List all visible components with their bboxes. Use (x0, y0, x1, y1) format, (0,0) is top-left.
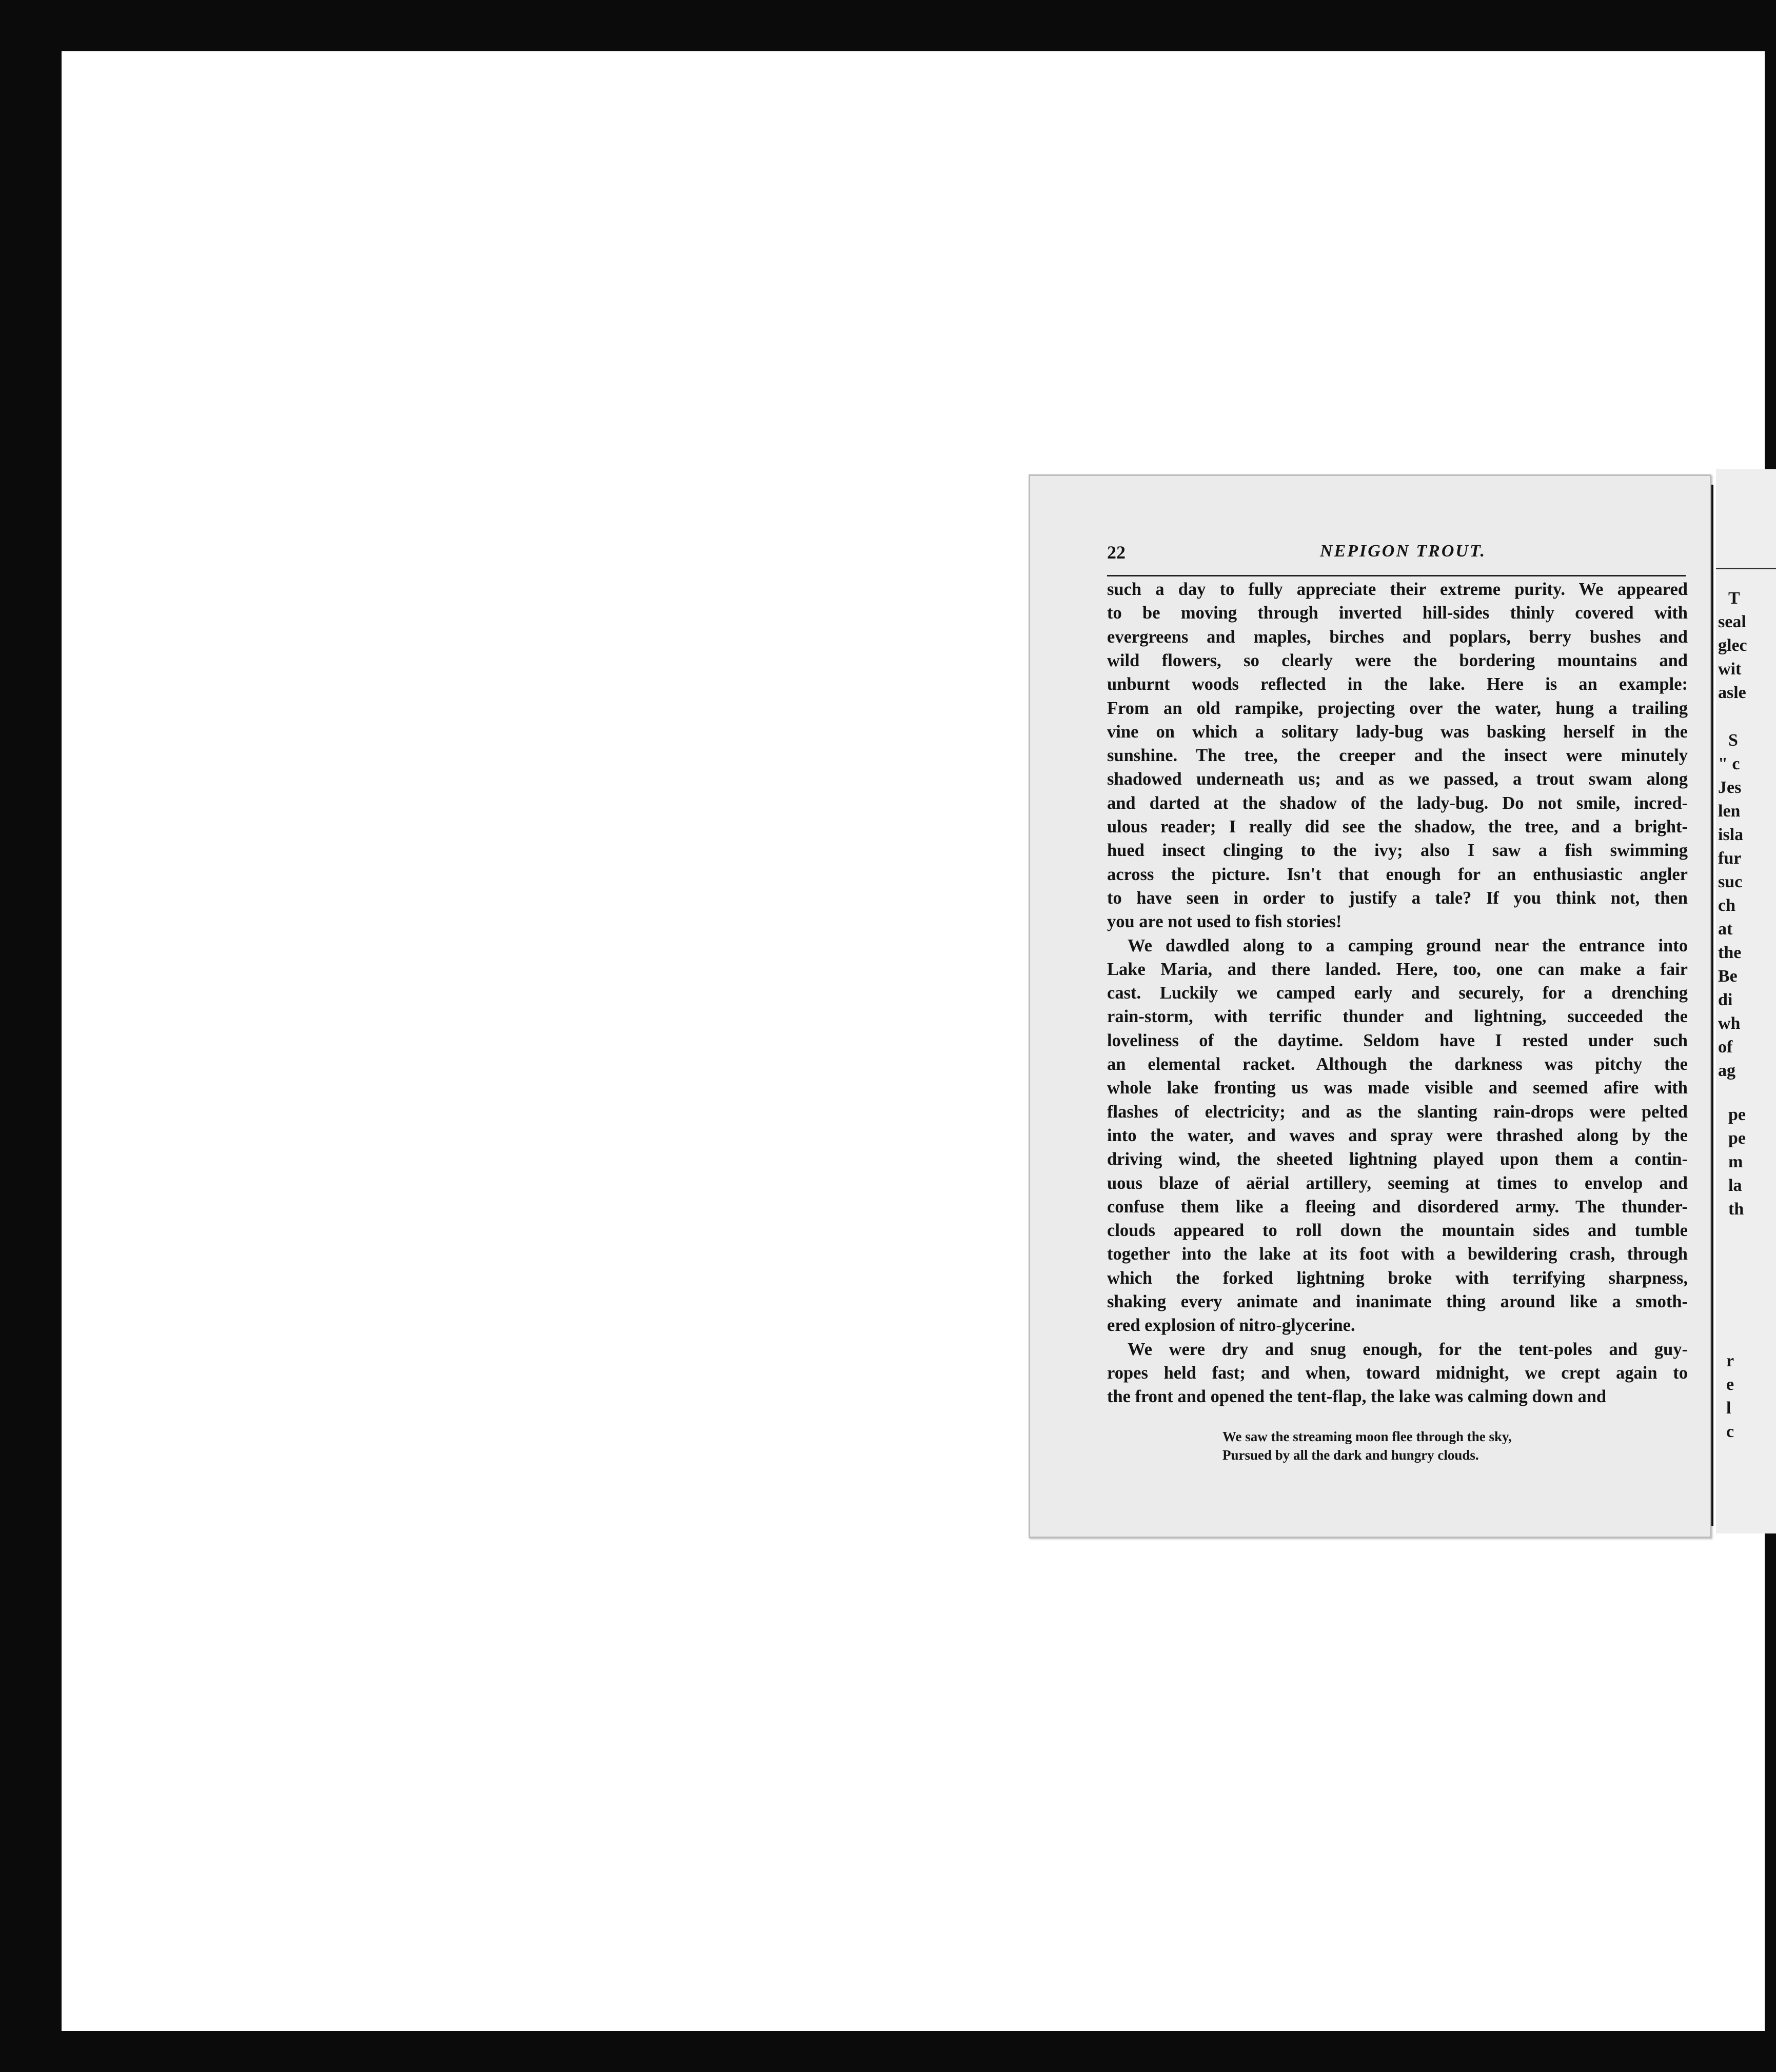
text-line: to be moving through inverted hill-sides thinly covered with (1107, 603, 1688, 623)
page-number: 22 (1107, 542, 1126, 563)
text-line: sunshine. The tree, the creeper and the insect were minutely (1107, 746, 1688, 766)
facing-page-rule (1716, 568, 1776, 569)
text-line: into the water, and waves and spray were thrashed along by the (1107, 1125, 1688, 1145)
scan-border-bottom (0, 2031, 1776, 2072)
facing-fragment: T (1728, 589, 1740, 608)
facing-fragment: m (1728, 1152, 1743, 1171)
text-line: ulous reader; I really did see the shadow, the tree, and a bright- (1107, 817, 1688, 836)
facing-fragment: wh (1718, 1014, 1741, 1033)
text-line: shaking every animate and inanimate thing around like a smoth- (1107, 1292, 1688, 1311)
verse-line: We saw the streaming moon flee through the sky, (1222, 1429, 1512, 1444)
text-line: hued insect clinging to the ivy; also I saw a fish swimming (1107, 841, 1688, 861)
text-line: Lake Maria, and there landed. Here, too, one can make a fair (1107, 959, 1688, 979)
text-line: We dawdled along to a camping ground near the entrance into (1128, 935, 1688, 955)
text-line: loveliness of the daytime. Seldom have I rested under such (1107, 1030, 1688, 1050)
facing-fragment: isla (1718, 825, 1744, 844)
scan-border-top (0, 0, 1776, 51)
text-line: to have seen in order to justify a tale? If you think not, then (1107, 888, 1688, 908)
facing-fragment: Jes (1718, 778, 1742, 797)
text-line: From an old rampike, projecting over the water, hung a trailing (1107, 698, 1688, 718)
facing-fragment: e (1726, 1375, 1734, 1394)
verse-quotation (1222, 1427, 1512, 1464)
facing-fragment: len (1718, 802, 1741, 821)
text-line: the front and opened the tent-flap, the lake was calming down and (1107, 1387, 1607, 1407)
text-line: such a day to fully appreciate their extreme purity. We appeared (1107, 580, 1688, 599)
facing-fragment: c (1726, 1422, 1734, 1441)
facing-fragment: seal (1718, 612, 1746, 631)
scan-border-left (0, 0, 62, 2072)
text-line: ered explosion of nitro-glycerine. (1107, 1316, 1355, 1336)
text-line: shadowed underneath us; and as we passed, a trout swam along (1107, 769, 1688, 789)
running-head: NEPIGON TROUT. (1320, 542, 1487, 561)
facing-fragment: pe (1728, 1129, 1746, 1148)
text-line: We were dry and snug enough, for the tent-poles and guy- (1128, 1339, 1688, 1359)
text-line: clouds appeared to roll down the mountain sides and tumble (1107, 1221, 1688, 1241)
facing-fragment: wit (1718, 660, 1742, 679)
facing-fragment: glec (1718, 636, 1747, 655)
text-line: vine on which a solitary lady-bug was basking herself in the (1107, 722, 1688, 742)
text-line: unburnt woods reflected in the lake. Here is an example: (1107, 674, 1688, 694)
text-line: flashes of electricity; and as the slanting rain-drops were pelted (1107, 1102, 1688, 1122)
verse-line: Pursued by all the dark and hungry clouds. (1222, 1447, 1479, 1463)
facing-fragment: l (1726, 1399, 1731, 1418)
text-line: an elemental racket. Although the darkness was pitchy the (1107, 1054, 1688, 1074)
facing-fragment: asle (1718, 683, 1746, 702)
facing-fragment: ag (1718, 1061, 1735, 1080)
text-line: cast. Luckily we camped early and securely, for a drenching (1107, 983, 1688, 1003)
facing-fragment: the (1718, 943, 1742, 962)
facing-fragment: di (1718, 990, 1733, 1009)
header-rule (1107, 575, 1686, 576)
facing-fragment: suc (1718, 872, 1743, 891)
text-line: ropes held fast; and when, toward midnight, we crept again to (1107, 1363, 1688, 1383)
book-page (1029, 474, 1711, 1538)
facing-fragment: Be (1718, 967, 1738, 986)
text-line: together into the lake at its foot with a bewildering crash, through (1107, 1244, 1688, 1264)
facing-fragment: la (1728, 1176, 1742, 1195)
facing-fragment: th (1728, 1200, 1744, 1219)
text-line: rain-storm, with terrific thunder and lightning, succeeded the (1107, 1007, 1688, 1027)
text-line: which the forked lightning broke with terrifying sharpness, (1107, 1268, 1688, 1288)
facing-fragment: fur (1718, 849, 1742, 868)
text-line: whole lake fronting us was made visible and seemed afire with (1107, 1078, 1688, 1098)
facing-page (1716, 469, 1776, 1533)
text-line: driving wind, the sheeted lightning played upon them a contin- (1107, 1149, 1688, 1169)
text-line: confuse them like a fleeing and disordered army. The thunder- (1107, 1197, 1688, 1217)
text-line: you are not used to fish stories! (1107, 912, 1342, 932)
text-line: evergreens and maples, birches and poplars, berry bushes and (1107, 627, 1688, 647)
text-line: across the picture. Isn't that enough for an enthusiastic angler (1107, 864, 1688, 884)
facing-fragment: S (1728, 731, 1738, 750)
text-line: and darted at the shadow of the lady-bug. Do not smile, incred- (1107, 793, 1688, 813)
facing-fragment: pe (1728, 1105, 1746, 1124)
facing-fragment: of (1718, 1038, 1733, 1057)
facing-fragment: at (1718, 920, 1733, 939)
facing-fragment: r (1726, 1351, 1734, 1370)
facing-fragment: " c (1718, 754, 1740, 773)
text-line: wild flowers, so clearly were the bordering mountains and (1107, 650, 1688, 670)
text-line: uous blaze of aërial artillery, seeming at times to envelop and (1107, 1173, 1688, 1193)
facing-fragment: ch (1718, 896, 1735, 915)
